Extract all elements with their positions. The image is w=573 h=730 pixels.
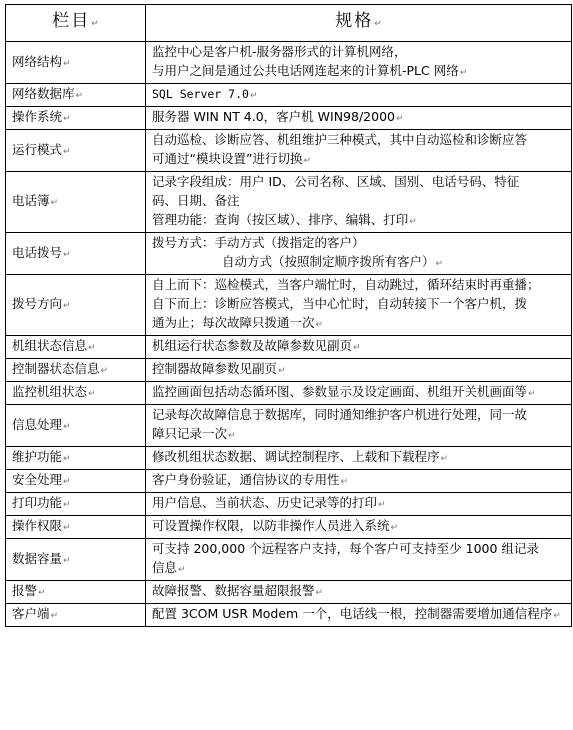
row-spec-cell <box>146 405 572 447</box>
spec-line: 与用户之间是通过公共电话网连起来的计算机-PLC 网络 <box>152 63 459 78</box>
spec-line: 修改机组状态数据、调试控制程序、上载和下载程序 <box>152 449 440 464</box>
paragraph-mark-icon: ↵ <box>63 421 71 432</box>
row-label-cell <box>6 336 146 359</box>
paragraph-mark-icon: ↵ <box>303 156 311 166</box>
paragraph-mark-icon: ↵ <box>409 217 417 227</box>
paragraph-mark-icon: ↵ <box>440 454 449 464</box>
table-row <box>6 447 572 470</box>
row-label: 网络结构 <box>12 53 63 69</box>
row-spec-cell <box>146 382 572 405</box>
row-label: 拨号方向 <box>12 296 63 311</box>
spec-table <box>5 4 572 627</box>
row-label: 电话簿 <box>12 193 50 208</box>
table-row <box>6 107 572 130</box>
row-label: 信息处理 <box>12 416 63 432</box>
spec-line: 可设置操作权限，以防非操作人员进入系统 <box>152 518 390 533</box>
paragraph-mark-icon: ↵ <box>249 91 258 101</box>
paragraph-mark-icon: ↵ <box>353 343 361 353</box>
paragraph-mark-icon: ↵ <box>91 19 99 29</box>
row-spec-cell <box>146 359 572 382</box>
row-label-cell <box>6 405 146 447</box>
row-label: 网络数据库 <box>12 86 75 101</box>
paragraph-mark-icon: ↵ <box>63 477 71 487</box>
row-label-cell <box>6 172 146 233</box>
row-label: 操作权限 <box>12 518 63 533</box>
row-spec-cell <box>146 581 572 604</box>
row-label: 控制器状态信息 <box>12 361 100 376</box>
paragraph-mark-icon: ↵ <box>63 114 71 124</box>
paragraph-mark-icon: ↵ <box>315 320 324 330</box>
row-label-cell <box>6 107 146 130</box>
spec-line: 拨号方式：手动方式（拨指定的客户） <box>152 235 365 250</box>
spec-line: 监控画面包括动态循环图、参数显示及设定画面、机组开关机画面等 <box>152 384 528 399</box>
paragraph-mark-icon: ↵ <box>435 259 444 269</box>
spec-line: 可支持 200,000 个远程客户支持，每个客户可支持至少 1000 组记录 <box>152 541 539 556</box>
spec-line: 配置 3COM USR Modem 一个，电话线一根，控制器需要增加通信程序 <box>152 606 553 621</box>
table-row <box>6 42 572 84</box>
paragraph-mark-icon: ↵ <box>378 500 386 510</box>
paragraph-mark-icon: ↵ <box>553 611 561 621</box>
spec-line: 服务器 WIN NT 4.0，客户机 WIN98/2000 <box>152 109 395 124</box>
row-label: 安全处理 <box>12 472 63 487</box>
paragraph-mark-icon: ↵ <box>63 500 71 510</box>
row-label-cell <box>6 493 146 516</box>
paragraph-mark-icon: ↵ <box>75 91 84 101</box>
paragraph-mark-icon: ↵ <box>315 588 324 598</box>
header-column-spec <box>146 5 572 42</box>
row-label-cell <box>6 359 146 382</box>
row-spec-cell <box>146 233 572 275</box>
row-spec-cell <box>146 84 572 107</box>
row-label-cell <box>6 470 146 493</box>
row-label: 打印功能 <box>12 495 63 510</box>
row-spec-cell <box>146 516 572 539</box>
row-label: 报警 <box>12 583 38 598</box>
row-spec-cell <box>146 107 572 130</box>
paragraph-mark-icon: ↵ <box>63 454 71 464</box>
row-spec-cell <box>146 604 572 627</box>
spec-line: 记录字段组成：用户 ID、公司名称、区域、国别、电话号码、特征 <box>152 174 520 189</box>
spec-line: 自动巡检、诊断应答、机组维护三种模式，其中自动巡检和诊断应答 <box>152 132 528 147</box>
spec-line: 管理功能：查询（按区域）、排序、编辑、打印 <box>152 212 409 227</box>
table-row <box>6 539 572 581</box>
paragraph-mark-icon: ↵ <box>63 58 71 69</box>
table-row <box>6 470 572 493</box>
paragraph-mark-icon: ↵ <box>178 565 186 575</box>
row-label: 维护功能 <box>12 449 63 464</box>
row-label: 电话拨号 <box>12 244 63 260</box>
row-spec-cell <box>146 172 572 233</box>
paragraph-mark-icon: ↵ <box>88 389 96 399</box>
paragraph-mark-icon: ↵ <box>228 431 236 441</box>
row-label: 机组状态信息 <box>12 338 88 353</box>
row-label-cell <box>6 233 146 275</box>
paragraph-mark-icon: ↵ <box>374 19 382 29</box>
paragraph-mark-icon: ↵ <box>528 389 536 399</box>
row-label-cell <box>6 84 146 107</box>
row-label: 监控机组状态 <box>12 384 88 399</box>
row-spec-cell <box>146 130 572 172</box>
row-label-cell <box>6 130 146 172</box>
spec-line: 自下而上：诊断应答模式，当中心忙时，自动转接下一个客户机，拨 <box>152 296 528 311</box>
paragraph-mark-icon: ↵ <box>100 366 109 376</box>
table-row <box>6 382 572 405</box>
spec-line: 机组运行状态参数及故障参数见副页 <box>152 338 353 353</box>
paragraph-mark-icon: ↵ <box>63 249 71 260</box>
paragraph-mark-icon: ↵ <box>50 198 59 208</box>
header-label: 栏目 <box>52 11 91 31</box>
spec-line: 自上而下：巡检模式，当客户端忙时，自动跳过，循环结束时再重播； <box>152 277 540 292</box>
row-label-cell <box>6 604 146 627</box>
table-row <box>6 604 572 627</box>
spec-line: 记录每次故障信息于数据库，同时通知维护客户机进行处理，同一故 <box>152 407 528 422</box>
header-column-item <box>6 5 146 42</box>
row-label-cell <box>6 42 146 84</box>
paragraph-mark-icon: ↵ <box>50 611 59 621</box>
spec-line: 码、日期、备注 <box>152 193 240 208</box>
header-label: 规格 <box>335 11 374 31</box>
row-label: 客户端 <box>12 606 50 621</box>
table-row <box>6 581 572 604</box>
paragraph-mark-icon: ↵ <box>88 343 96 353</box>
table-row <box>6 130 572 172</box>
row-spec-cell <box>146 275 572 336</box>
paragraph-mark-icon: ↵ <box>390 523 399 533</box>
paragraph-mark-icon: ↵ <box>63 146 71 157</box>
spec-line: 控制器故障参数见副页 <box>152 361 278 376</box>
paragraph-mark-icon: ↵ <box>278 366 286 376</box>
row-spec-cell <box>146 493 572 516</box>
spec-line: 客户身份验证，通信协议的专用性 <box>152 472 340 487</box>
paragraph-mark-icon: ↵ <box>63 555 71 566</box>
table-row <box>6 84 572 107</box>
row-label-cell <box>6 447 146 470</box>
paragraph-mark-icon: ↵ <box>38 588 46 598</box>
spec-line: 通为止；每次故障只拨通一次 <box>152 315 315 330</box>
spec-line: 故障报警、数据容量超限报警 <box>152 583 315 598</box>
table-row <box>6 359 572 382</box>
paragraph-mark-icon: ↵ <box>63 523 71 533</box>
spec-line: 可通过“模块设置”进行切换 <box>152 151 303 166</box>
row-label-cell <box>6 539 146 581</box>
paragraph-mark-icon: ↵ <box>63 301 71 311</box>
table-row <box>6 493 572 516</box>
paragraph-mark-icon: ↵ <box>395 114 404 124</box>
spec-line: 用户信息、当前状态、历史记录等的打印 <box>152 495 378 510</box>
spec-line: SQL Server 7.0 <box>152 87 249 101</box>
row-label: 操作系统 <box>12 109 63 124</box>
spec-line: 障只记录一次 <box>152 426 228 441</box>
paragraph-mark-icon: ↵ <box>340 477 349 487</box>
row-spec-cell <box>146 42 572 84</box>
row-spec-cell <box>146 447 572 470</box>
spec-line: 监控中心是客户机-服务器形式的计算机网络， <box>152 44 407 59</box>
row-label: 数据容量 <box>12 550 63 566</box>
row-spec-cell <box>146 336 572 359</box>
table-row <box>6 172 572 233</box>
row-label: 运行模式 <box>12 141 63 157</box>
row-label-cell <box>6 275 146 336</box>
header-row <box>6 5 572 42</box>
row-spec-cell <box>146 539 572 581</box>
row-label-cell <box>6 382 146 405</box>
paragraph-mark-icon: ↵ <box>459 68 468 78</box>
table-row <box>6 405 572 447</box>
table-row <box>6 275 572 336</box>
spec-line: 信息 <box>152 560 178 575</box>
row-label-cell <box>6 516 146 539</box>
table-row <box>6 336 572 359</box>
spec-line: 自动方式（按照制定顺序拨所有客户） <box>222 254 435 269</box>
table-row <box>6 233 572 275</box>
row-spec-cell <box>146 470 572 493</box>
table-row <box>6 516 572 539</box>
row-label-cell <box>6 581 146 604</box>
